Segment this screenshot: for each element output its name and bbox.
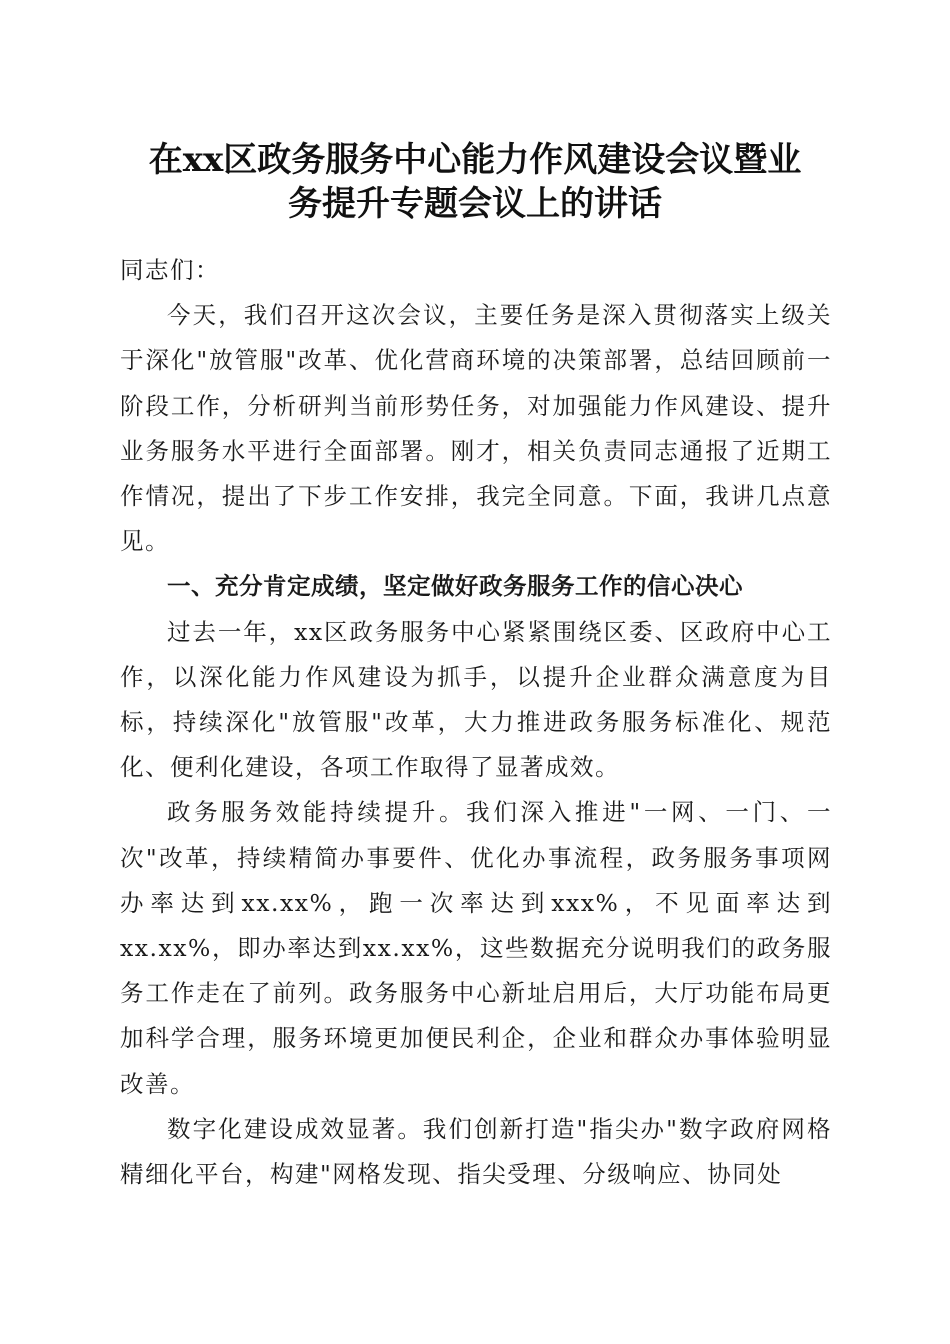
- paragraph-review: 过去一年，xx区政务服务中心紧紧围绕区委、区政府中心工作，以深化能力作风建设为抓手，以提升企业群众满意度为目标，持续深化"放管服"改革，大力推进政务服务标准化、规范化、便利化建设，各项工作取得了显著成效。: [120, 617, 832, 782]
- paragraph-digital: 数字化建设成效显著。我们创新打造"指尖办"数字政府网格精细化平台，构建"网格发现、指尖受理、分级响应、协同处: [120, 1114, 832, 1189]
- greeting: 同志们：: [120, 256, 220, 284]
- title-line-2: 务提升专题会议上的讲话: [288, 184, 662, 224]
- document-title: [100, 138, 850, 226]
- title-line-1: 在xx区政务服务中心能力作风建设会议暨业: [148, 140, 802, 180]
- document-body: [120, 248, 832, 1197]
- section-heading-1: 一、充分肯定成绩，坚定做好政务服务工作的信心决心: [167, 572, 743, 601]
- paragraph-efficiency: 政务服务效能持续提升。我们深入推进"一网、一门、一次"改革，持续精简办事要件、优化办事流程，政务服务事项网办率达到xx.xx%，跑一次率达到xxx%，不见面率达到xx.xx%，即办率达到xx.xx%，这些数据充分说明我们的政务服务工作走在了前列。政务服务中心新址启用后，大厅功能布局更加科学合理，服务环境更加便民利企，企业和群众办事体验明显改善。: [120, 798, 832, 1098]
- paragraph-intro: 今天，我们召开这次会议，主要任务是深入贯彻落实上级关于深化"放管服"改革、优化营商环境的决策部署，总结回顾前一阶段工作，分析研判当前形势任务，对加强能力作风建设、提升业务服务水平进行全面部署。刚才，相关负责同志通报了近期工作情况，提出了下步工作安排，我完全同意。下面，我讲几点意见。: [120, 301, 832, 556]
